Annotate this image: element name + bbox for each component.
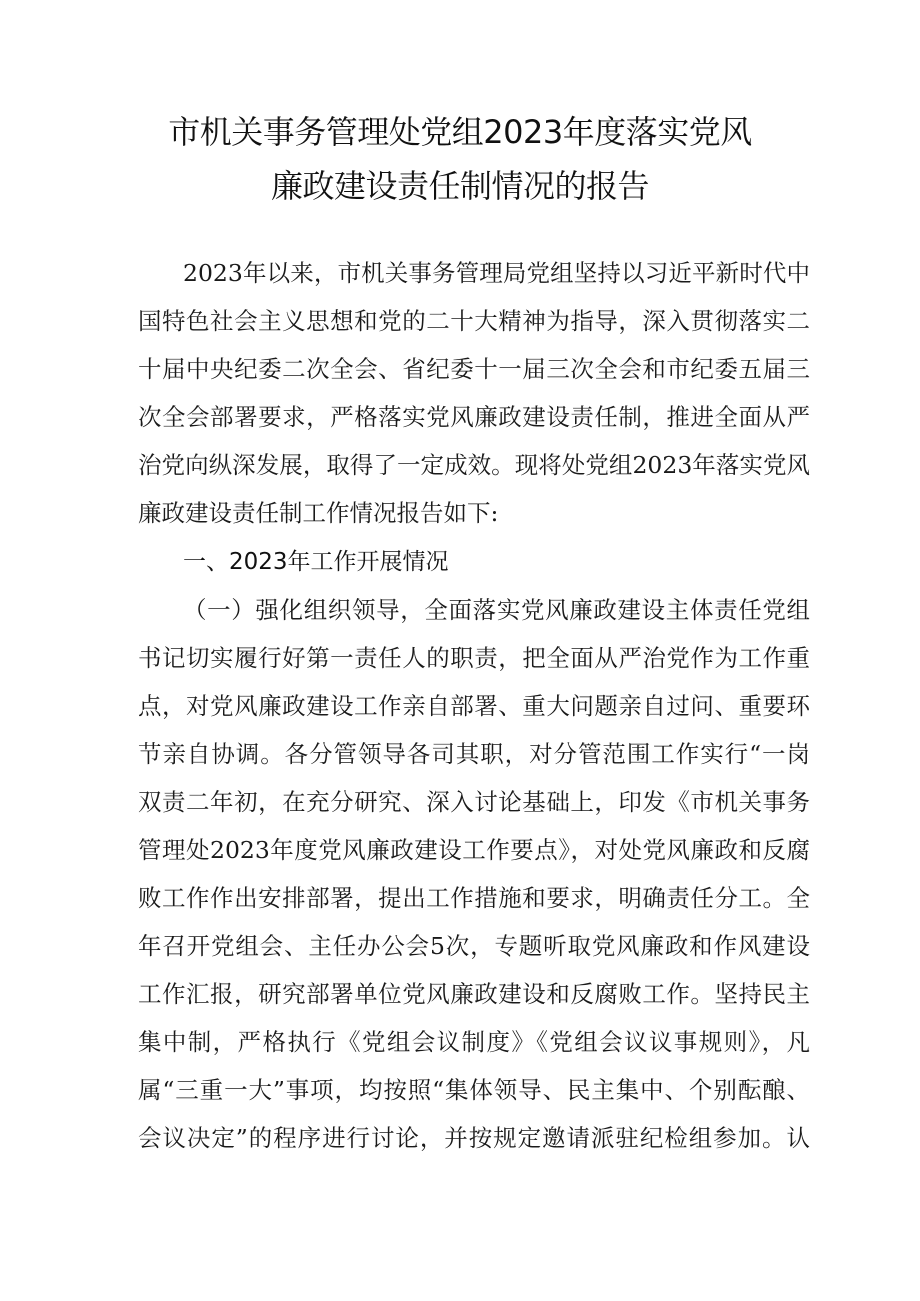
section-paragraph-line: （一）强化组织领导，全面落实党风廉政建设主体责任党组 [183,596,810,624]
section-heading: 一、2023年工作开展情况 [183,549,449,575]
intro-paragraph-line: 治党向纵深发展，取得了一定成效。现将处党组2023年落实党风 [138,451,810,479]
intro-paragraph-line: 国特色社会主义思想和党的二十大精神为指导，深入贯彻落实二 [138,307,810,335]
section-paragraph-line: 属“三重一大”事项，均按照“集体领导、民主集中、个别酝酿、 [138,1076,810,1104]
intro-paragraph-line: 次全会部署要求，严格落实党风廉政建设责任制，推进全面从严 [138,403,810,431]
intro-paragraph-line: 2023年以来，市机关事务管理局党组坚持以习近平新时代中 [183,259,810,287]
section-paragraph-line: 点，对党风廉政建设工作亲自部署、重大问题亲自过问、重要环 [138,692,810,720]
section-paragraph-line: 双责二年初，在充分研究、深入讨论基础上，印发《市机关事务 [138,788,810,816]
section-paragraph-line: 工作汇报，研究部署单位党风廉政建设和反腐败工作。坚持民主 [138,980,810,1008]
section-paragraph-line: 节亲自协调。各分管领导各司其职，对分管范围工作实行“一岗 [138,740,810,768]
section-paragraph-line: 败工作作出安排部署，提出工作措施和要求，明确责任分工。全 [138,884,810,912]
section-paragraph-line: 书记切实履行好第一责任人的职责，把全面从严治党作为工作重 [138,644,810,672]
intro-paragraph-line: 廉政建设责任制工作情况报告如下: [138,499,499,527]
section-paragraph-line: 管理处2023年度党风廉政建设工作要点》，对处党风廉政和反腐 [138,836,810,864]
section-paragraph-line: 会议决定”的程序进行讨论，并按规定邀请派驻纪检组参加。认 [138,1124,810,1152]
document-title-line-2: 廉政建设责任制情况的报告 [270,167,649,205]
section-paragraph-line: 集中制，严格执行《党组会议制度》《党组会议议事规则》，凡 [138,1028,810,1056]
section-paragraph-line: 年召开党组会、主任办公会5次，专题听取党风廉政和作风建设 [138,932,810,960]
document-title-line-1: 市机关事务管理处党组2023年度落实党风 [168,113,752,151]
intro-paragraph-line: 十届中央纪委二次全会、省纪委十一届三次全会和市纪委五届三 [138,355,810,383]
